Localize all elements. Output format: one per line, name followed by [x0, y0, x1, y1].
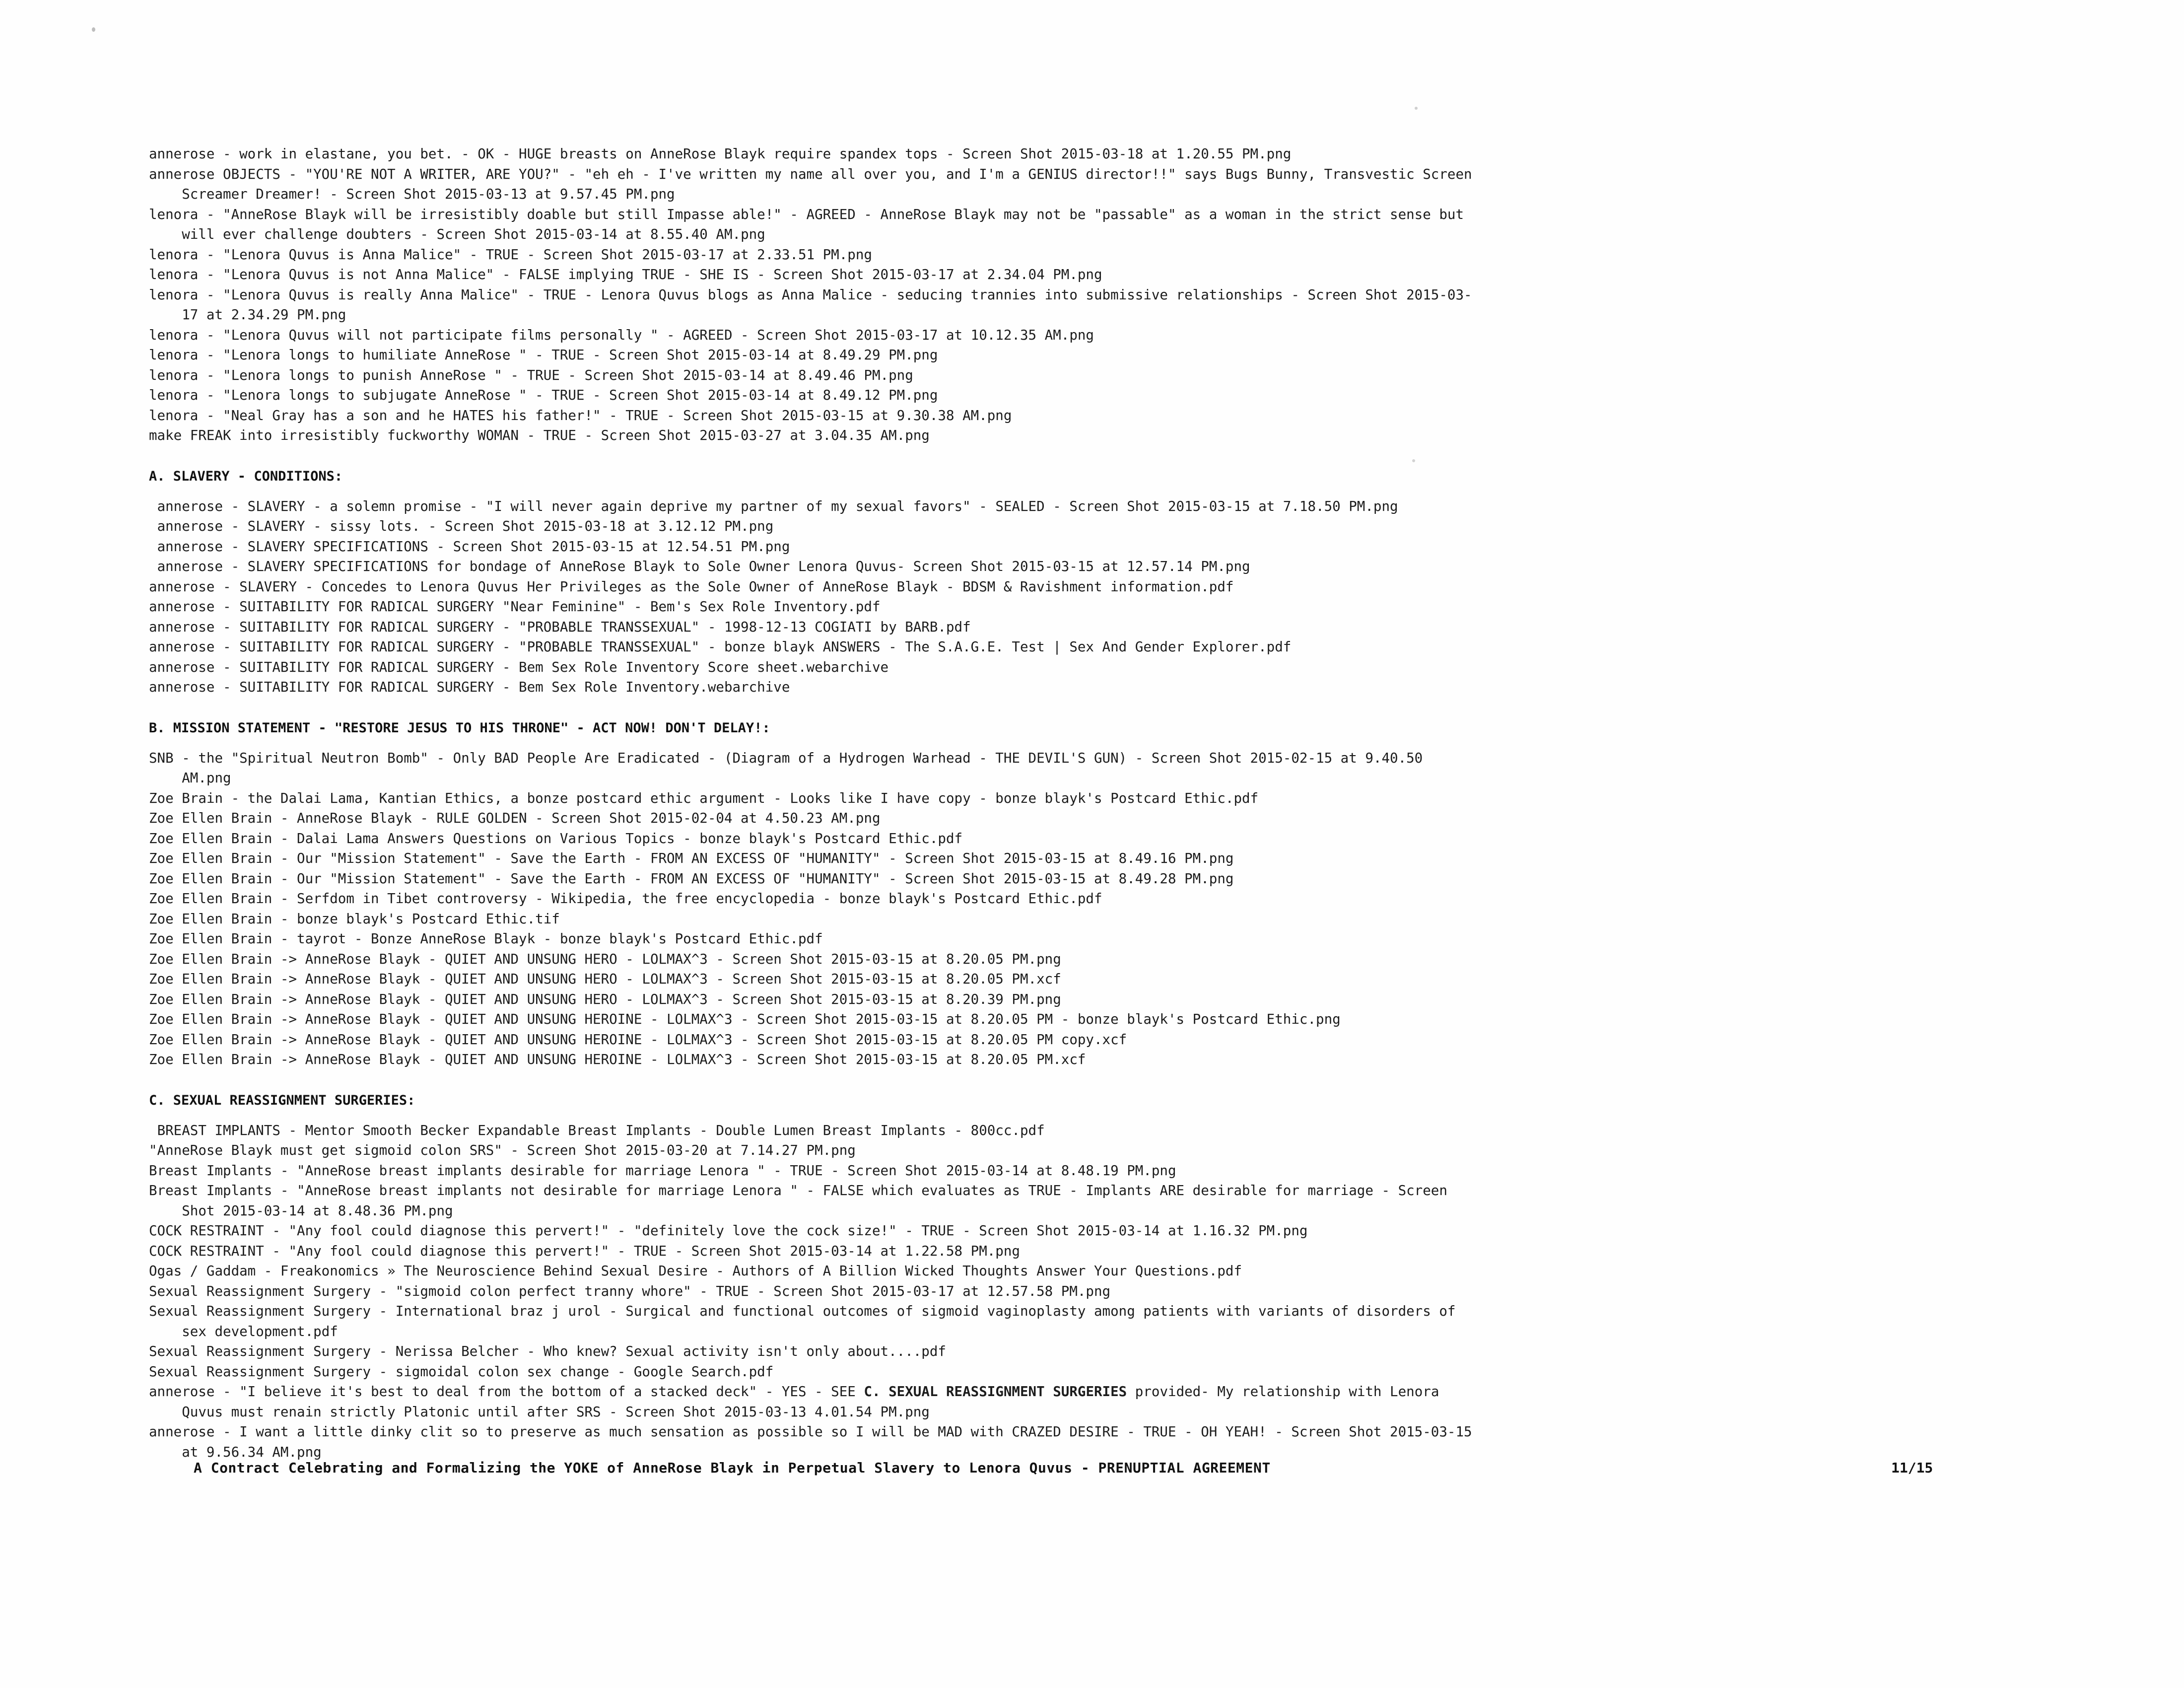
text-line: annerose - SUITABILITY FOR RADICAL SURGERY - Bem Sex Role Inventory.webarchive	[149, 679, 790, 695]
top-entries-block	[149, 144, 2035, 446]
text-line: annerose - SUITABILITY FOR RADICAL SURGERY - "PROBABLE TRANSSEXUAL" - 1998-12-13 COGIATI by BARB.pdf	[149, 619, 971, 635]
text-line: Zoe Ellen Brain -> AnneRose Blayk - QUIET AND UNSUNG HERO - LOLMAX^3 - Screen Shot 2015-03-15 at 8.20.05 PM.png	[149, 951, 1061, 967]
page-number: 11/15	[1891, 1460, 1933, 1476]
text-line: Zoe Ellen Brain - Our "Mission Statement" - Save the Earth - FROM AN EXCESS OF "HUMANITY" - Screen Shot 2015-03-15 at 8.49.28 PM.png	[149, 870, 1234, 887]
text-line: Sexual Reassignment Surgery - Nerissa Belcher - Who knew? Sexual activity isn't only about....pdf	[149, 1343, 946, 1359]
text-line: Breast Implants - "AnneRose breast implants not desirable for marriage Lenora " - FALSE which evaluates as TRUE - Implants ARE desirable for marriage - Screen	[149, 1183, 1447, 1198]
text-line: Zoe Ellen Brain - tayrot - Bonze AnneRose Blayk - bonze blayk's Postcard Ethic.pdf	[149, 931, 823, 947]
final-entry-part2: provided- My relationship with Lenora	[1127, 1384, 1439, 1400]
text-line: lenora - "Lenora longs to humiliate AnneRose " - TRUE - Screen Shot 2015-03-14 at 8.49.29 PM.png	[149, 347, 938, 363]
text-line: annerose - work in elastane, you bet. - OK - HUGE breasts on AnneRose Blayk require spandex tops - Screen Shot 2015-03-18 at 1.20.55 PM.png	[149, 146, 1292, 162]
text-line: Ogas / Gaddam - Freakonomics » The Neuroscience Behind Sexual Desire - Authors of A Billion Wicked Thoughts Answer Your Questions.pdf	[149, 1263, 1242, 1279]
final-entry-emphasis: C. SEXUAL REASSIGNMENT SURGERIES	[864, 1384, 1127, 1400]
text-line: Sexual Reassignment Surgery - sigmoidal colon sex change - Google Search.pdf	[149, 1363, 774, 1380]
text-line: Zoe Ellen Brain - Dalai Lama Answers Questions on Various Topics - bonze blayk's Postcard Ethic.pdf	[149, 830, 963, 846]
text-line: annerose - SUITABILITY FOR RADICAL SURGERY - Bem Sex Role Inventory Score sheet.webarchive	[149, 659, 889, 675]
text-line: lenora - "Lenora longs to punish AnneRose " - TRUE - Screen Shot 2015-03-14 at 8.49.46 PM.png	[149, 367, 913, 383]
text-line: lenora - "Lenora Quvus will not participate films personally " - AGREED - Screen Shot 2015-03-17 at 10.12.35 AM.png	[149, 327, 1094, 343]
scan-speck-icon	[92, 27, 95, 32]
text-line: Zoe Ellen Brain - bonze blayk's Postcard Ethic.tif	[149, 911, 560, 927]
text-line: Breast Implants - "AnneRose breast implants desirable for marriage Lenora " - TRUE - Screen Shot 2015-03-14 at 8.48.19 PM.png	[149, 1162, 1176, 1179]
text-line: lenora - "Lenora Quvus is Anna Malice" - TRUE - Screen Shot 2015-03-17 at 2.33.51 PM.png	[149, 246, 872, 263]
scan-speck-icon	[1415, 107, 1418, 110]
text-line: annerose - SUITABILITY FOR RADICAL SURGERY - "PROBABLE TRANSSEXUAL" - bonze blayk ANSWERS - The S.A.G.E. Test | Sex And Gender Explorer.pdf	[149, 639, 1292, 655]
text-line: lenora - "Neal Gray has a son and he HATES his father!" - TRUE - Screen Shot 2015-03-15 at 9.30.38 AM.png	[149, 407, 1012, 423]
text-line: COCK RESTRAINT - "Any fool could diagnose this pervert!" - "definitely love the cock size!" - TRUE - Screen Shot 2015-03-14 at 1.16.32 PM.png	[149, 1223, 1308, 1239]
document-body	[149, 144, 2035, 1462]
text-line: lenora - "Lenora Quvus is really Anna Malice" - TRUE - Lenora Quvus blogs as Anna Malice - seducing trannies into submissive relationships - Screen Shot 2015-03-	[149, 286, 1472, 303]
section-b-entries	[149, 748, 2035, 1070]
spacer	[149, 698, 2035, 718]
text-line: sex development.pdf	[149, 1323, 338, 1339]
document-footer: A Contract Celebrating and Formalizing the YOKE of AnneRose Blayk in Perpetual Slavery to Lenora Quvus - PRENUPTIAL AGREEMENT	[194, 1460, 1271, 1476]
text-line: Screamer Dreamer! - Screen Shot 2015-03-13 at 9.57.45 PM.png	[149, 186, 675, 202]
text-line: Zoe Ellen Brain -> AnneRose Blayk - QUIET AND UNSUNG HEROINE - LOLMAX^3 - Screen Shot 2015-03-15 at 8.20.05 PM copy.xcf	[149, 1031, 1127, 1048]
text-line: Quvus must renain strictly Platonic until after SRS - Screen Shot 2015-03-13 4.01.54 PM.png	[149, 1404, 930, 1420]
text-line: AM.png	[149, 770, 231, 786]
text-line: annerose - I want a little dinky clit so to preserve as much sensation as possible so I will be MAD with CRAZED DESIRE - TRUE - OH YEAH! - Screen Shot 2015-03-15	[149, 1424, 1472, 1440]
text-line: Zoe Ellen Brain -> AnneRose Blayk - QUIET AND UNSUNG HEROINE - LOLMAX^3 - Screen Shot 2015-03-15 at 8.20.05 PM - bonze blayk's Postcard Ethic.png	[149, 1011, 1341, 1027]
text-line: Zoe Ellen Brain - Our "Mission Statement" - Save the Earth - FROM AN EXCESS OF "HUMANITY" - Screen Shot 2015-03-15 at 8.49.16 PM.png	[149, 850, 1234, 866]
text-line: lenora - "Lenora Quvus is not Anna Malice" - FALSE implying TRUE - SHE IS - Screen Shot 2015-03-17 at 2.34.04 PM.png	[149, 267, 1102, 282]
text-line: Zoe Ellen Brain - Serfdom in Tibet controversy - Wikipedia, the free encyclopedia - bonze blayk's Postcard Ethic.pdf	[149, 891, 1102, 907]
text-line: COCK RESTRAINT - "Any fool could diagnose this pervert!" - TRUE - Screen Shot 2015-03-14 at 1.22.58 PM.png	[149, 1243, 1020, 1259]
spacer	[149, 487, 2035, 496]
text-line: annerose - SLAVERY SPECIFICATIONS - Screen Shot 2015-03-15 at 12.54.51 PM.png	[149, 538, 790, 555]
text-line: annerose - SLAVERY - Concedes to Lenora Quvus Her Privileges as the Sole Owner of AnneRose Blayk - BDSM & Ravishment information.pdf	[149, 578, 1234, 595]
text-line: Zoe Ellen Brain -> AnneRose Blayk - QUIET AND UNSUNG HEROINE - LOLMAX^3 - Screen Shot 2015-03-15 at 8.20.05 PM.xcf	[149, 1052, 1086, 1067]
section-heading-b: B. MISSION STATEMENT - "RESTORE JESUS TO HIS THRONE" - ACT NOW! DON'T DELAY!:	[149, 720, 770, 736]
text-line: Shot 2015-03-14 at 8.48.36 PM.png	[149, 1202, 453, 1219]
text-line: Zoe Ellen Brain - AnneRose Blayk - RULE GOLDEN - Screen Shot 2015-02-04 at 4.50.23 AM.png	[149, 810, 881, 826]
text-line: annerose - SLAVERY SPECIFICATIONS for bondage of AnneRose Blayk to Sole Owner Lenora Quvus- Screen Shot 2015-03-15 at 12.57.14 PM.png	[149, 559, 1250, 574]
spacer	[149, 446, 2035, 467]
text-line-final-entry	[149, 1382, 2035, 1402]
section-c-entries	[149, 1121, 2035, 1463]
spacer	[149, 1111, 2035, 1121]
section-a-entries	[149, 496, 2035, 698]
text-line: BREAST IMPLANTS - Mentor Smooth Becker Expandable Breast Implants - Double Lumen Breast Implants - 800cc.pdf	[149, 1122, 1045, 1138]
section-heading-c: C. SEXUAL REASSIGNMENT SURGERIES:	[149, 1092, 415, 1108]
text-line: Sexual Reassignment Surgery - International braz j urol - Surgical and functional outcomes of sigmoid vaginoplasty among patients with variants of disorders of	[149, 1303, 1456, 1319]
final-entry-part1: annerose - "I believe it's best to deal from the bottom of a stacked deck" - YES - SEE	[149, 1384, 864, 1400]
section-heading-a: A. SLAVERY - CONDITIONS:	[149, 468, 343, 484]
text-line: Zoe Ellen Brain -> AnneRose Blayk - QUIET AND UNSUNG HERO - LOLMAX^3 - Screen Shot 2015-03-15 at 8.20.39 PM.png	[149, 991, 1061, 1007]
text-line: annerose - SUITABILITY FOR RADICAL SURGERY "Near Feminine" - Bem's Sex Role Inventory.pdf	[149, 599, 881, 615]
text-line: 17 at 2.34.29 PM.png	[149, 307, 346, 323]
text-line: annerose - SLAVERY - a solemn promise - "I will never again deprive my partner of my sexual favors" - SEALED - Screen Shot 2015-03-15 at 7.18.50 PM.png	[149, 498, 1398, 514]
text-line: will ever challenge doubters - Screen Shot 2015-03-14 at 8.55.40 AM.png	[149, 226, 765, 242]
text-line: lenora - "Lenora longs to subjugate AnneRose " - TRUE - Screen Shot 2015-03-14 at 8.49.12 PM.png	[149, 387, 938, 403]
spacer	[149, 738, 2035, 748]
spacer	[149, 1070, 2035, 1091]
text-line: Sexual Reassignment Surgery - "sigmoid colon perfect tranny whore" - TRUE - Screen Shot 2015-03-17 at 12.57.58 PM.png	[149, 1283, 1111, 1299]
text-line: "AnneRose Blayk must get sigmoid colon SRS" - Screen Shot 2015-03-20 at 7.14.27 PM.png	[149, 1142, 856, 1158]
text-line: Zoe Brain - the Dalai Lama, Kantian Ethics, a bonze postcard ethic argument - Looks like I have copy - bonze blayk's Postcard Ethic.pdf	[149, 790, 1259, 806]
text-line: at 9.56.34 AM.png	[149, 1444, 322, 1460]
text-line: make FREAK into irresistibly fuckworthy WOMAN - TRUE - Screen Shot 2015-03-27 at 3.04.35 AM.png	[149, 427, 930, 443]
text-line: annerose - SLAVERY - sissy lots. - Screen Shot 2015-03-18 at 3.12.12 PM.png	[149, 518, 774, 534]
text-line: lenora - "AnneRose Blayk will be irresistibly doable but still Impasse able!" - AGREED - AnneRose Blayk may not be "passable" as a woman in the strict sense but	[149, 206, 1464, 222]
text-line: annerose OBJECTS - "YOU'RE NOT A WRITER, ARE YOU?" - "eh eh - I've written my name all over you, and I'm a GENIUS director!!" says Bugs Bunny, Transvestic Screen	[149, 166, 1472, 182]
text-line: SNB - the "Spiritual Neutron Bomb" - Only BAD People Are Eradicated - (Diagram of a Hydrogen Warhead - THE DEVIL'S GUN) - Screen Shot 2015-02-15 at 9.40.50	[149, 750, 1423, 766]
text-line: Zoe Ellen Brain -> AnneRose Blayk - QUIET AND UNSUNG HERO - LOLMAX^3 - Screen Shot 2015-03-15 at 8.20.05 PM.xcf	[149, 971, 1061, 987]
